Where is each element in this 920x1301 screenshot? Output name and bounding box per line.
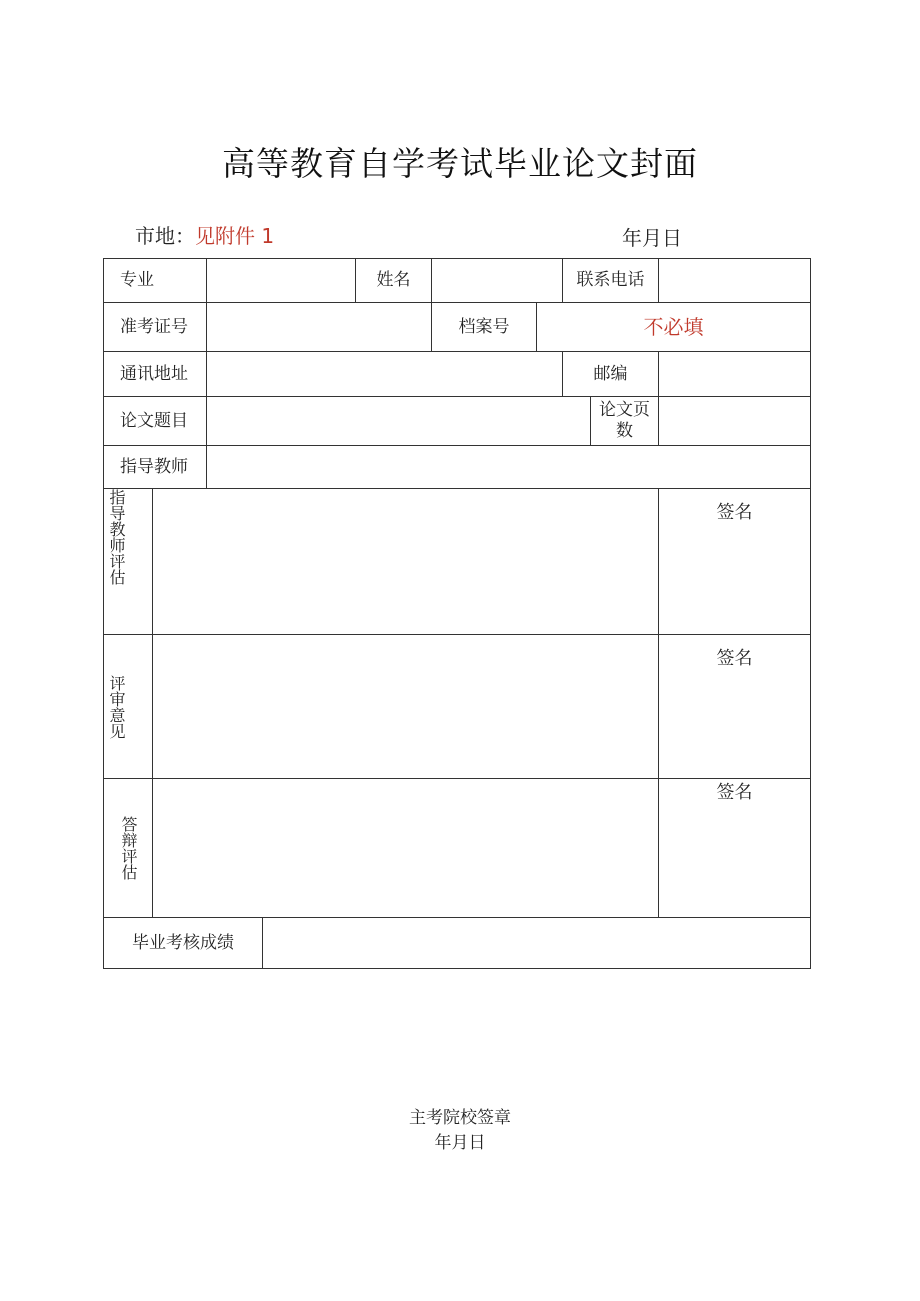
region-value: 见附件 1 bbox=[195, 224, 275, 248]
advisor-label: 指导教师 bbox=[120, 456, 188, 477]
name-field[interactable] bbox=[432, 259, 562, 302]
footer-date: 年月日 bbox=[434, 1133, 486, 1153]
ticket-label: 准考证号 bbox=[120, 316, 188, 337]
name-label: 姓名 bbox=[376, 270, 411, 291]
pages-field[interactable] bbox=[659, 397, 810, 445]
header-date: 年月日 bbox=[622, 226, 682, 250]
review-sign-label: 签名 bbox=[716, 648, 753, 669]
major-field[interactable] bbox=[207, 259, 355, 302]
postcode-field[interactable] bbox=[659, 352, 810, 396]
ticket-field[interactable] bbox=[207, 303, 431, 351]
review-label: 评审意见 bbox=[107, 674, 126, 739]
advisor-eval-field[interactable] bbox=[153, 489, 658, 634]
defense-field[interactable] bbox=[153, 779, 658, 917]
advisor-eval-label: 指导教师评估 bbox=[107, 489, 126, 585]
review-label-cell bbox=[104, 635, 152, 778]
address-field[interactable] bbox=[207, 352, 562, 396]
grade-field[interactable] bbox=[263, 918, 810, 968]
page-title: 高等教育自学考试毕业论文封面 bbox=[222, 144, 698, 183]
pages-label: 论文页数 bbox=[599, 399, 650, 441]
defense-label-cell bbox=[104, 779, 152, 917]
region-label: 市地： bbox=[135, 224, 195, 248]
review-field[interactable] bbox=[153, 635, 658, 778]
advisor-sign-label: 签名 bbox=[716, 502, 753, 523]
archive-label: 档案号 bbox=[458, 316, 510, 337]
advisor-field[interactable] bbox=[207, 446, 810, 488]
region-line bbox=[135, 220, 274, 249]
defense-label: 答辩评估 bbox=[119, 816, 138, 880]
thesis-title-label: 论文题目 bbox=[120, 410, 188, 431]
phone-field[interactable] bbox=[659, 259, 810, 302]
advisor-eval-label-cell bbox=[104, 489, 152, 634]
phone-label: 联系电话 bbox=[576, 270, 645, 291]
seal-label: 主考院校签章 bbox=[409, 1108, 511, 1128]
thesis-title-field[interactable] bbox=[207, 397, 590, 445]
table-border-bottom bbox=[103, 968, 811, 969]
defense-sign-label: 签名 bbox=[716, 782, 753, 803]
archive-field-note[interactable]: 不必填 bbox=[643, 315, 704, 339]
grade-label: 毕业考核成绩 bbox=[132, 932, 234, 953]
table-border-right bbox=[810, 258, 811, 969]
major-label: 专业 bbox=[120, 270, 154, 291]
address-label: 通讯地址 bbox=[120, 363, 188, 384]
postcode-label: 邮编 bbox=[593, 363, 628, 384]
